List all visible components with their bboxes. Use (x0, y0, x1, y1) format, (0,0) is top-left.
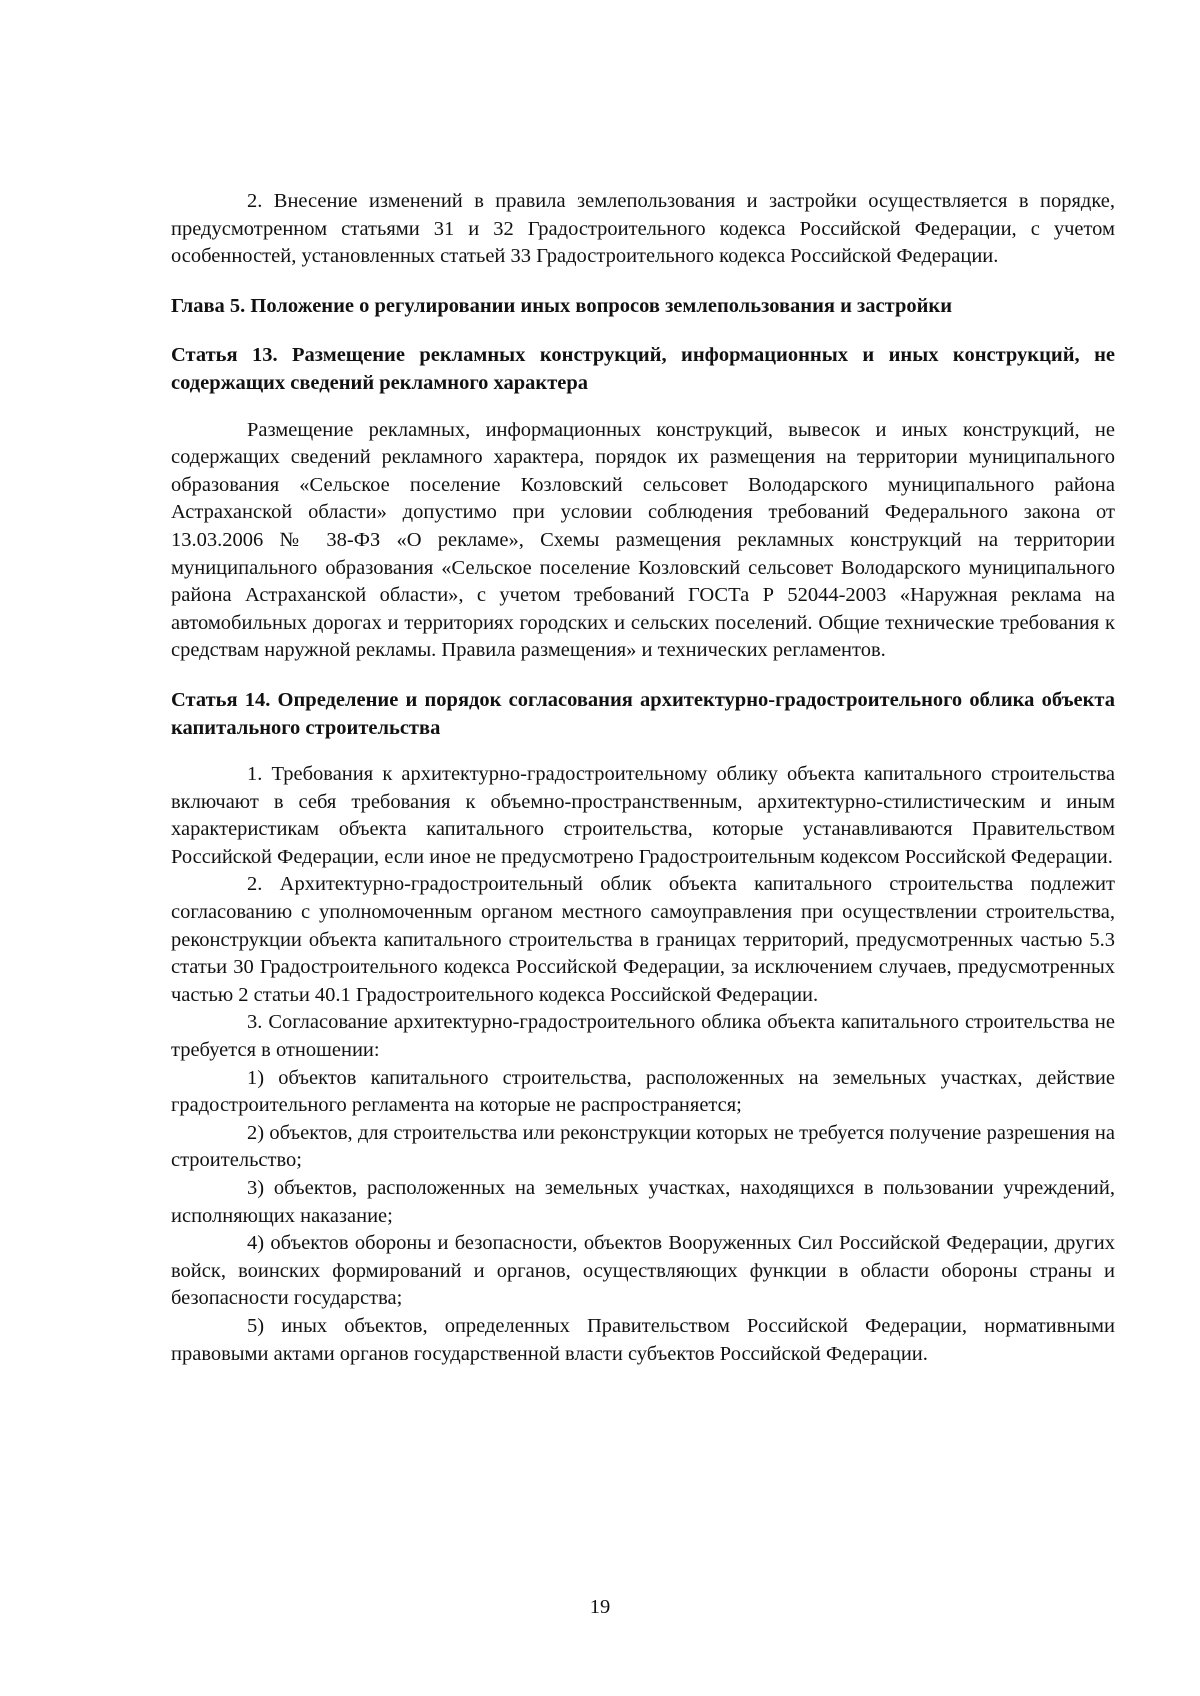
list-item-3: 3) объектов, расположенных на земельных участках, находящихся в пользовании учреждений, исполняющих наказание; (171, 1177, 1115, 1227)
article-14-heading: Статья 14. Определение и порядок согласования архитектурно-градостроительного облика объекта капитального строительства (171, 688, 1115, 739)
page-number: 19 (589, 1596, 611, 1618)
chapter-5-heading: Глава 5. Положение о регулировании иных вопросов землепользования и застройки (171, 294, 953, 317)
paragraph-amendment-procedure: 2. Внесение изменений в правила землепользования и застройки осуществляется в порядке, предусмотренном статьями 31 и 32 Градостроительного кодекса Российской Федерации, с учетом особенностей, установленных статьей 33 Градостроительного кодекса Российской Федерации. (171, 190, 1115, 268)
list-item-5: 5) иных объектов, определенных Правительством Российской Федерации, нормативными правовыми актами органов государственной власти субъектов Российской Федерации. (171, 1314, 1115, 1365)
list-item-1: 1) объектов капитального строительства, расположенных на земельных участках, действие градостроительного регламента на которые не распространяется; (171, 1066, 1115, 1117)
article-14-paragraph-1: 1. Требования к архитектурно-градостроительному облику объекта капитального строительства включают в себя требования к объемно-пространственным, архитектурно-стилистическим и иным характеристикам объекта капитального строительства, которые устанавливаются Правительством Российской Федерации, если иное не предусмотрено Градостроительным кодексом Российской Федерации. (171, 763, 1115, 868)
list-item-2: 2) объектов, для строительства или реконструкции которых не требуется получение разрешения на строительство; (171, 1121, 1115, 1172)
page-body (171, 188, 1115, 1368)
article-13-heading: Статья 13. Размещение рекламных конструкций, информационных и иных конструкций, не содержащих сведений рекламного характера (171, 344, 1115, 394)
article-14-paragraph-2: 2. Архитектурно-градостроительный облик объекта капитального строительства подлежит согласованию с уполномоченным органом местного самоуправления при осуществлении строительства, реконструкции объекта капитального строительства в границах территорий, предусмотренных частью 5.3 статьи 30 Градостроительного кодекса Российской Федерации, за исключением случаев, предусмотренных частью 2 статьи 40.1 Градостроительного кодекса Российской Федерации. (171, 873, 1115, 1006)
list-item-4: 4) объектов обороны и безопасности, объектов Вооруженных Сил Российской Федерации, других войск, воинских формирований и органов, осуществляющих функции в области обороны страны и безопасности государства; (171, 1232, 1115, 1310)
article-14-paragraph-3: 3. Согласование архитектурно-градостроительного облика объекта капитального строительства не требуется в отношении: (171, 1011, 1115, 1062)
article-13-paragraph: Размещение рекламных, информационных конструкций, вывесок и иных конструкций, не содержащих сведений рекламного характера, порядок их размещения на территории муниципального образования «Сельское поселение Козловский сельсовет Володарского муниципального района Астраханской области» допустимо при условии соблюдения требований Федерального закона от 13.03.2006 № 38-ФЗ «О рекламе», Схемы размещения рекламных конструкций на территории муниципального образования «Сельское поселение Козловский сельсовет Володарского муниципального района Астраханской области», с учетом требований ГОСТа Р 52044-2003 «Наружная реклама на автомобильных дорогах и территориях городских и сельских поселений. Общие технические требования к средствам наружной рекламы. Правила размещения» и технических регламентов. (171, 418, 1115, 662)
